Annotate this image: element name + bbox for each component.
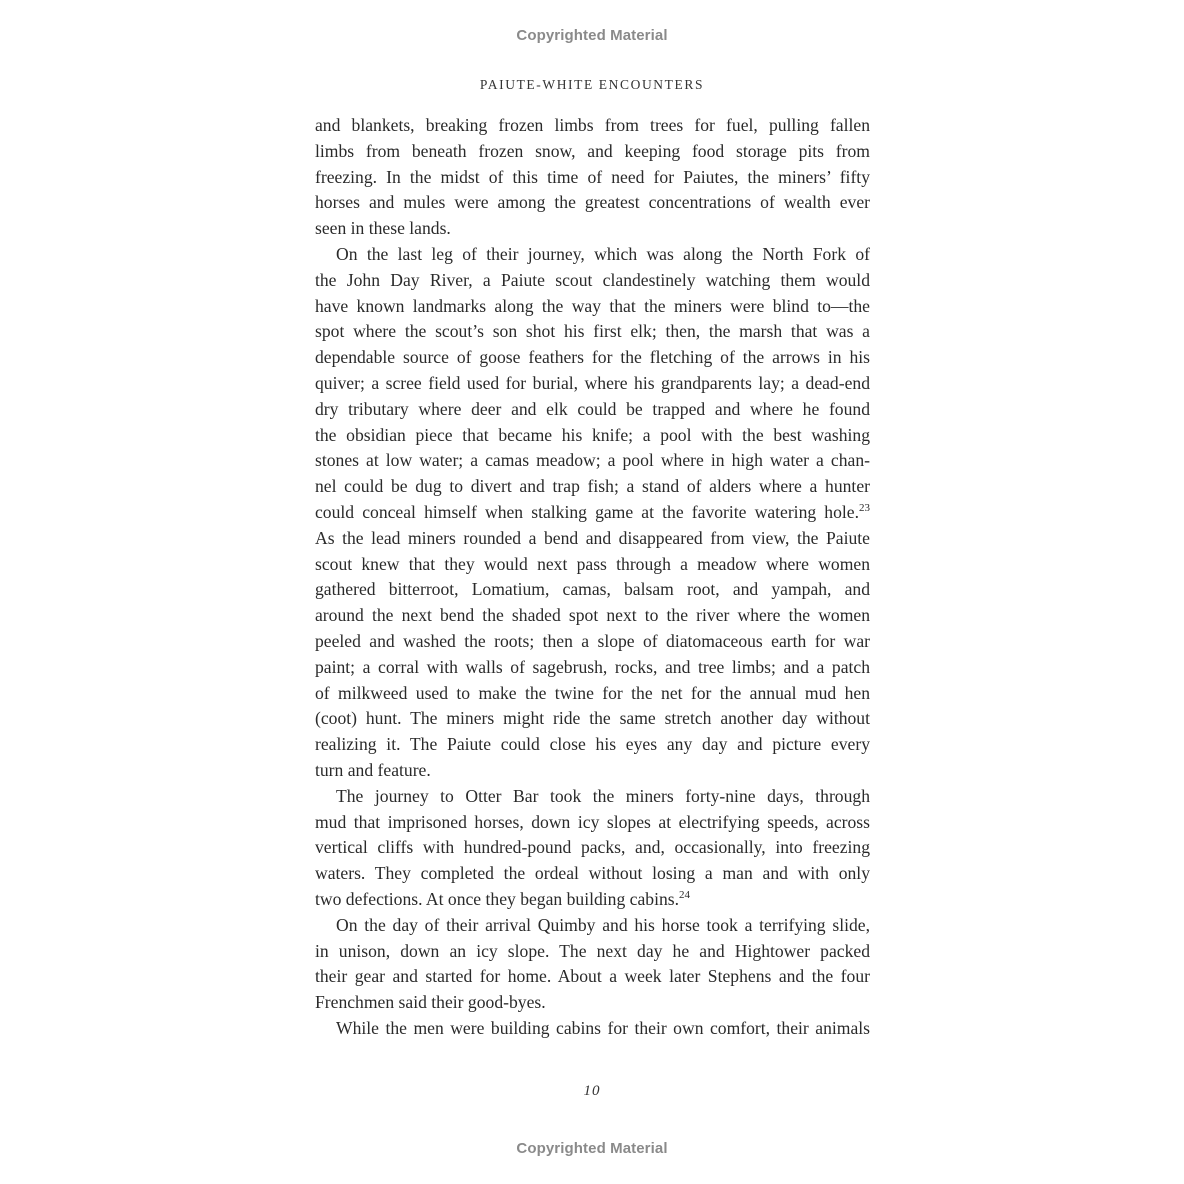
text-line: peeled and washed the roots; then a slope of diatomaceous earth for war xyxy=(315,630,870,651)
paragraph-2 xyxy=(315,242,870,784)
page-number: 10 xyxy=(583,1083,601,1099)
text-line: (coot) hunt. The miners might ride the same stretch another day without xyxy=(315,708,870,729)
footnote-marker-24[interactable]: 24 xyxy=(679,889,691,902)
text-line: dependable source of goose feathers for the fletching of the arrows in his xyxy=(315,347,870,368)
paragraph-4 xyxy=(315,913,870,1016)
text-line: The journey to Otter Bar took the miners forty-nine days, through xyxy=(336,785,870,806)
text-line: realizing it. The Paiute could close his eyes any day and picture every xyxy=(315,734,870,755)
text-line: the obsidian piece that became his knife; a pool with the best washing xyxy=(315,424,870,445)
text-line: of milkweed used to make the twine for the net for the annual mud hen xyxy=(315,682,870,703)
copyright-watermark-top: Copyrighted Material xyxy=(516,27,668,44)
text-line: around the next bend the shaded spot next to the river where the women xyxy=(315,605,870,626)
text-line: the John Day River, a Paiute scout clandestinely watching them would xyxy=(315,269,870,290)
text-line: have known landmarks along the way that the miners were blind to—the xyxy=(315,295,870,316)
paragraph-5 xyxy=(315,1016,870,1042)
paragraph-3 xyxy=(315,784,870,913)
text-line-with-footnote xyxy=(315,500,870,526)
text-line: seen in these lands. xyxy=(315,218,451,239)
text-line: waters. They completed the ordeal without losing a man and with only xyxy=(315,863,870,884)
text-line: limbs from beneath frozen snow, and keeping food storage pits from xyxy=(315,140,870,161)
text-line: their gear and started for home. About a week later Stephens and the four xyxy=(315,966,870,987)
copyright-watermark-bottom: Copyrighted Material xyxy=(516,1140,668,1157)
text-line: paint; a corral with walls of sagebrush, rocks, and tree limbs; and a patch xyxy=(315,656,870,677)
text-line: dry tributary where deer and elk could be trapped and where he found xyxy=(315,398,870,419)
text-line: vertical cliffs with hundred-pound packs, and, occasionally, into freezing xyxy=(315,837,870,858)
text-line: While the men were building cabins for their own comfort, their animals xyxy=(336,1017,870,1038)
text-line: stones at low water; a camas meadow; a pool where in high water a chan- xyxy=(315,450,870,471)
footnote-marker-23[interactable]: 23 xyxy=(859,502,870,515)
text-line: As the lead miners rounded a bend and disappeared from view, the Paiute xyxy=(315,527,870,548)
text-line: On the day of their arrival Quimby and his horse took a terrifying slide, xyxy=(336,914,870,935)
paragraph-1 xyxy=(315,113,870,242)
text-line: freezing. In the midst of this time of need for Paiutes, the miners’ fifty xyxy=(315,166,870,187)
text-line: spot where the scout’s son shot his first elk; then, the marsh that was a xyxy=(315,321,870,342)
text-line-with-footnote xyxy=(315,887,870,913)
text-line: On the last leg of their journey, which was along the North Fork of xyxy=(336,243,870,264)
text-line: nel could be dug to divert and trap fish; a stand of alders where a hunter xyxy=(315,476,870,497)
running-head: PAIUTE-WHITE ENCOUNTERS xyxy=(479,77,705,92)
text-line: scout knew that they would next pass through a meadow where women xyxy=(315,553,870,574)
text-line: turn and feature. xyxy=(315,759,431,780)
text-line: and blankets, breaking frozen limbs from trees for fuel, pulling fallen xyxy=(315,115,870,135)
text-line: gathered bitterroot, Lomatium, camas, balsam root, and yampah, and xyxy=(315,579,870,600)
text-line: mud that imprisoned horses, down icy slopes at electrifying speeds, across xyxy=(315,811,870,832)
text-line: Frenchmen said their good-byes. xyxy=(315,992,546,1013)
text-line-content: two defections. At once they began building cabins. xyxy=(315,888,680,909)
text-line: horses and mules were among the greatest concentrations of wealth ever xyxy=(315,192,870,213)
text-line: in unison, down an icy slope. The next day he and Hightower packed xyxy=(315,940,870,961)
text-line: quiver; a scree field used for burial, where his grandparents lay; a dead-end xyxy=(315,372,870,393)
text-line-content: could conceal himself when stalking game at the favorite watering hole. xyxy=(315,501,859,522)
page-body xyxy=(315,113,870,1042)
